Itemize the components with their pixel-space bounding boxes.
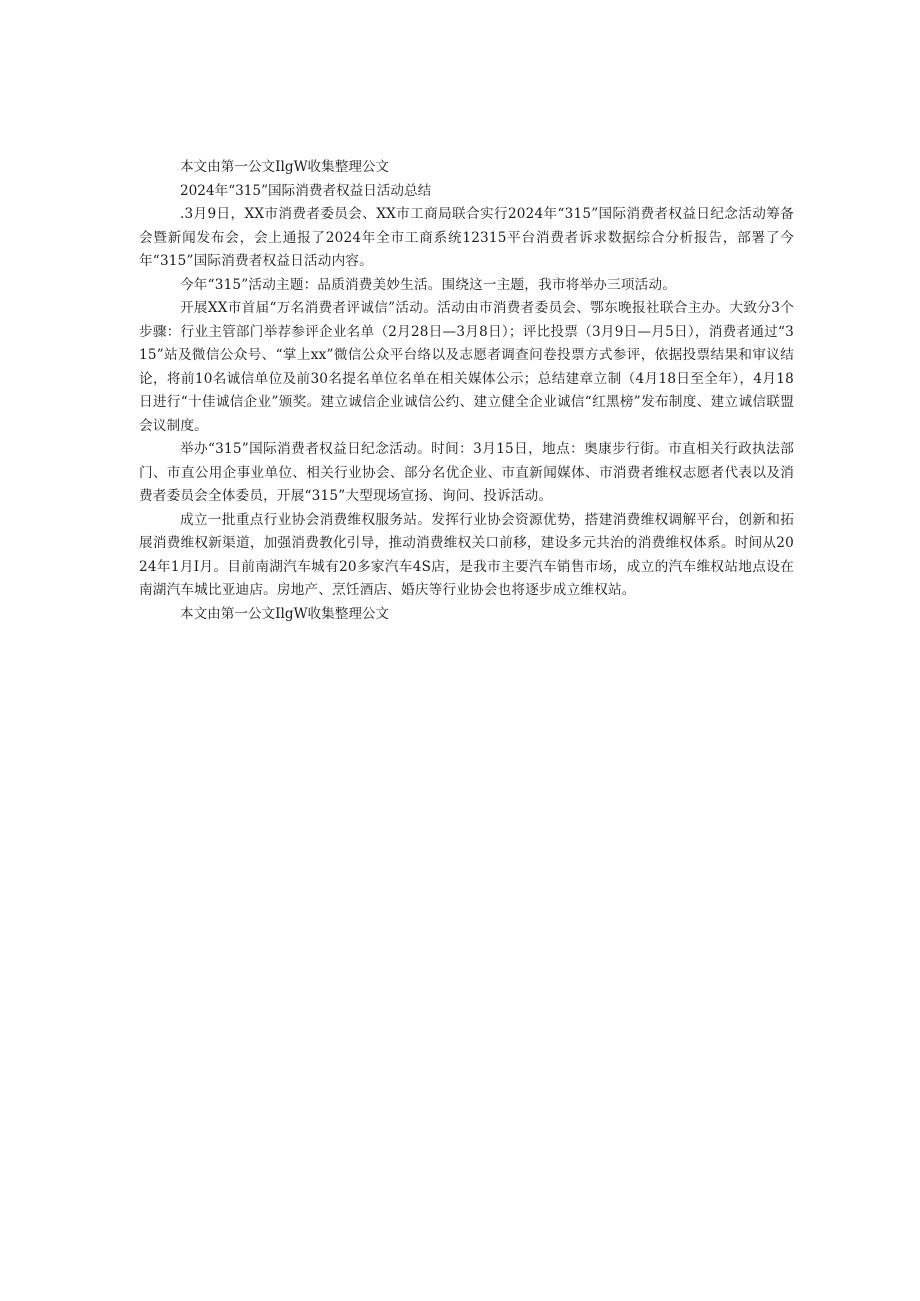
- document-title: 2024年“315”国际消费者权益日活动总结: [180, 182, 432, 199]
- footer-note: 本文由第一公文IlgW收集整理公文: [180, 605, 390, 622]
- paragraph-intro: .3月9日，XX市消费者委员会、XX市工商局联合实行2024年“315”国际消费者权益日纪念活动筹备会暨新闻发布会，会上通报了2024年全市工商系统12315平台消费者诉求数据综合分析报告，部署了今年“315”国际消费者权益日活动内容。: [139, 206, 794, 269]
- paragraph-activity-3: 成立一批重点行业协会消费维权服务站。发挥行业协会资源优势，搭建消费维权调解平台，创新和拓展消费维权新渠道，加强消费教化引导，推动消费维权关口前移，建设多元共治的消费维权体系。时间从2024年1月Ⅰ月。目前南湖汽车城有20多家汽车4S店，是我市主要汽车销售市场，成立的汽车维权站地点设在南湖汽车城比亚迪店。房地产、烹饪酒店、婚庆等行业协会也将逐步成立维权站。: [139, 511, 794, 598]
- paragraph-activity-1: 开展XX市首届“万名消费者评诚信”活动。活动由市消费者委员会、鄂东晚报社联合主办。大致分3个步骤：行业主管部门举荐参评企业名单（2月28日—3月8日）；评比投票（3月9日—月5日），消费者通过“315”站及微信公众号、“掌上xx”微信公众平台络以及志愿者调查问卷投票方式参评，依据投票结果和审议结论，将前10名诚信单位及前30名提名单位名单在相关媒体公示；总结建章立制（4月18日至全年），4月18日进行“十佳诚信企业”颁奖。建立诚信企业诚信公约、建立健全企业诚信“红黑榜”发布制度、建立诚信联盟会议制度。: [139, 300, 794, 434]
- header-note: 本文由第一公文IlgW收集整理公文: [180, 159, 390, 175]
- paragraph-theme: 今年“315”活动主题：品质消费美妙生活。围绕这一主题，我市将举办三项活动。: [180, 276, 677, 293]
- document-body: [139, 156, 794, 626]
- paragraph-activity-2: 举办“315”国际消费者权益日纪念活动。时间：3月15日，地点：奥康步行街。市直相关行政执法部门、市直公用企事业单位、相关行业协会、部分名优企业、市直新闻媒体、市消费者维权志愿者代表以及消费者委员会全体委员，开展“315”大型现场宣扬、询问、投诉活动。: [139, 441, 794, 504]
